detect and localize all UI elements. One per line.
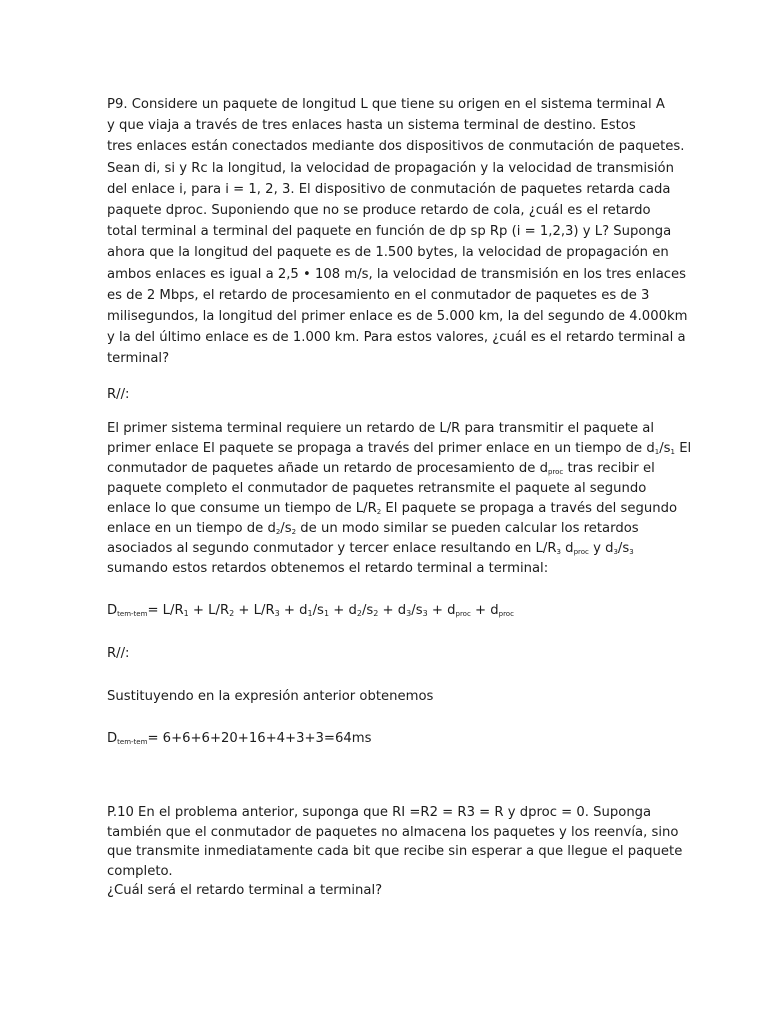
text-line: paquete dproc. Suponiendo que no se produce retardo de cola, ¿cuál es el retardo (107, 203, 651, 219)
text-line: P9. Considere un paquete de longitud L que tiene su origen en el sistema terminal A (107, 97, 665, 112)
text-line: ahora que la longitud del paquete es de 1.500 bytes, la velocidad de propagación en (107, 245, 669, 261)
answer-label: R//: (107, 386, 130, 402)
text-line: tres enlaces están conectados mediante dos dispositivos de conmutación de paquetes. (107, 139, 685, 155)
delay-formula: $D_{tem-tem}= L/R_1 + L/R_2 + L/R_3 + d_1/s_1 + d_2/s_2 + d_3/s_3 + d_{proc} + d_{proc}$ (107, 602, 514, 618)
answer-label: R//: (107, 645, 130, 661)
text-line: que transmite inmediatamente cada bit que recibe sin esperar a que llegue el paquete (107, 844, 683, 860)
result-formula: $D_{tem-tem}= 6+6+6+20+16+4+3+3=64ms$ (107, 731, 372, 747)
substitution-text: Sustituyendo en la expresión anterior obtenemos (107, 689, 434, 705)
text-line: enlace en un tiempo de $d_2/s_2$ de un modo similar se pueden calcular los retardos (107, 520, 639, 536)
text-line: del enlace i, para i = 1, 2, 3. El dispositivo de conmutación de paquetes retarda cada (107, 181, 671, 197)
text-line: primer enlace El paquete se propaga a través del primer enlace en un tiempo de $d_1/s_1$ El (107, 440, 692, 456)
problem-10-statement (107, 803, 683, 901)
problem-9-statement (107, 94, 688, 370)
text-line: completo. (107, 863, 173, 879)
explanation-paragraph (107, 419, 692, 579)
text-line: conmutador de paquetes añade un retardo de procesamiento de $d_{proc}$ tras recibir el (107, 460, 655, 476)
text-line: enlace lo que consume un tiempo de $L/R_2$ El paquete se propaga a través del segundo (107, 500, 678, 516)
text-line: P.10 En el problema anterior, suponga que RI =R2 = R3 = R y dproc = 0. Suponga (107, 805, 652, 821)
text-line: total terminal a terminal del paquete en función de dp sp Rp (i = 1,2,3) y L? Suponga (107, 224, 672, 240)
text-line: sumando estos retardos obtenemos el retardo terminal a terminal: (107, 560, 549, 576)
text-line: asociados al segundo conmutador y tercer enlace resultando en $L/R_3$ $d_{proc}$ y $d_3/s_3$ (107, 540, 634, 556)
text-line: y que viaja a través de tres enlaces hasta un sistema terminal de destino. Estos (107, 118, 636, 134)
text-line: milisegundos, la longitud del primer enlace es de 5.000 km, la del segundo de 4.000km (107, 309, 688, 325)
text-line: terminal? (107, 351, 170, 367)
text-line: ambos enlaces es igual a 2,5 • 108 m/s, la velocidad de transmisión en los tres enlaces (107, 266, 687, 282)
text-line: paquete completo el conmutador de paquetes retransmite el paquete al segundo (107, 480, 647, 496)
text-line: y la del último enlace es de 1.000 km. Para estos valores, ¿cuál es el retardo terminal a (107, 330, 686, 346)
text-line: Sean di, si y Rc la longitud, la velocidad de propagación y la velocidad de transmisión (107, 160, 674, 176)
text-line: es de 2 Mbps, el retardo de procesamiento en el conmutador de paquetes es de 3 (107, 287, 650, 303)
text-line: ¿Cuál será el retardo terminal a terminal? (107, 883, 383, 899)
text-line: El primer sistema terminal requiere un retardo de L/R para transmitir el paquete al (107, 420, 655, 436)
text-line: también que el conmutador de paquetes no almacena los paquetes y los reenvía, sino (107, 824, 679, 840)
